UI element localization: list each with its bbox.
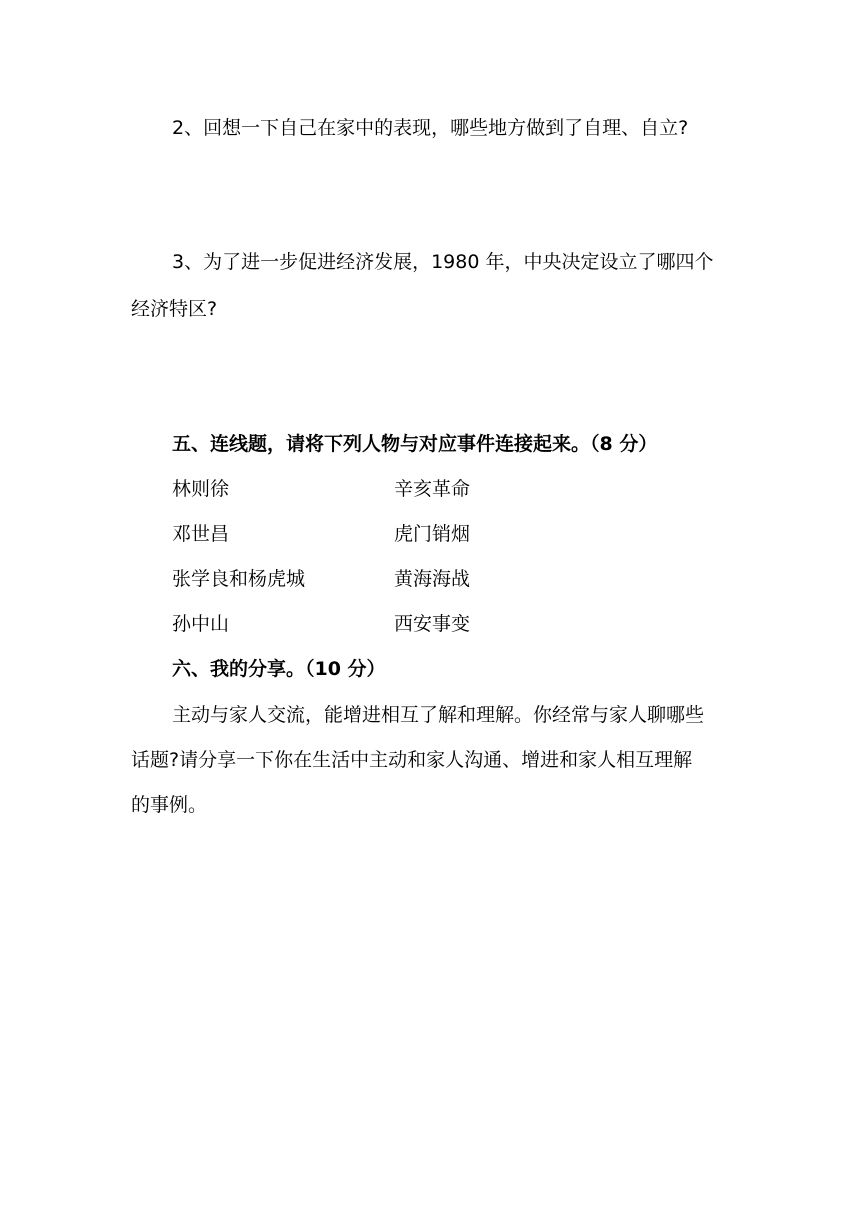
section-6-body-line-3: 的事例。 bbox=[131, 794, 208, 816]
section-6-heading: 六、我的分享。（10 分） bbox=[172, 658, 386, 680]
event-item: 虎门销烟 bbox=[394, 523, 471, 545]
section-5-heading: 五、连线题，请将下列人物与对应事件连接起来。（8 分） bbox=[172, 433, 658, 455]
question-2: 2、回想一下自己在家中的表现，哪些地方做到了自理、自立? bbox=[172, 117, 689, 139]
person-item: 张学良和杨虎城 bbox=[172, 568, 306, 590]
person-item: 孙中山 bbox=[172, 613, 230, 635]
event-item: 辛亥革命 bbox=[394, 478, 471, 500]
question-3-line-1: 3、为了进一步促进经济发展，1980 年，中央决定设立了哪四个 bbox=[172, 251, 714, 273]
section-6-body-line-2: 话题?请分享一下你在生活中主动和家人沟通、增进和家人相互理解 bbox=[131, 749, 693, 771]
person-item: 林则徐 bbox=[172, 478, 230, 500]
person-item: 邓世昌 bbox=[172, 523, 230, 545]
section-6-body-line-1: 主动与家人交流，能增进相互了解和理解。你经常与家人聊哪些 bbox=[172, 704, 705, 726]
event-item: 西安事变 bbox=[394, 613, 471, 635]
question-3-line-2: 经济特区? bbox=[131, 298, 218, 320]
event-item: 黄海海战 bbox=[394, 568, 471, 590]
